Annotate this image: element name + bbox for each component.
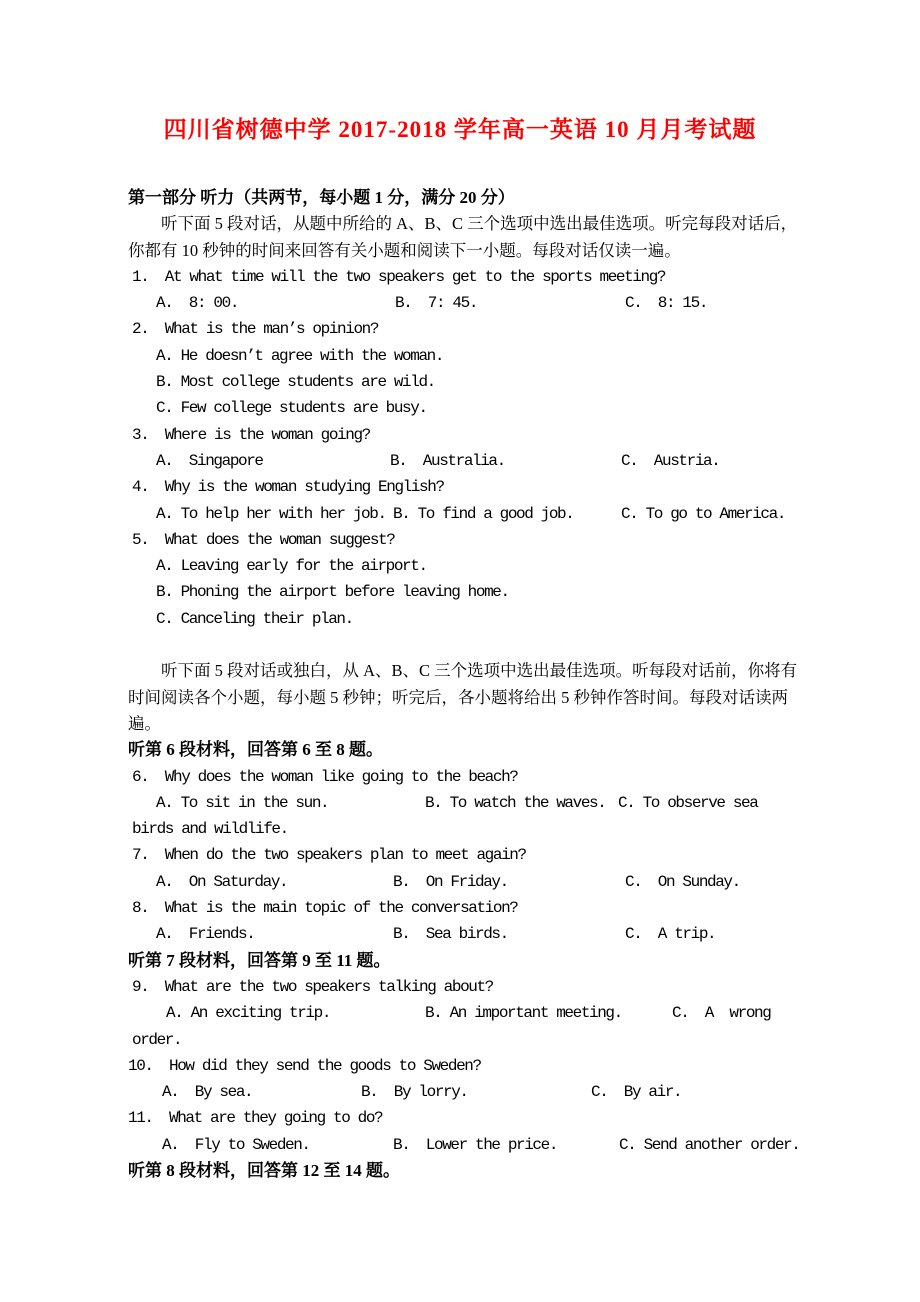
options-8 — [128, 921, 848, 947]
material-8-heading: 听第 8 段材料，回答第 12 至 14 题。 — [128, 1160, 400, 1180]
q8-option-c: C. A trip. — [625, 925, 716, 944]
options-4 — [128, 501, 848, 527]
section2-instructions-line1: 听下面 5 段对话或独白，从 A、B、C 三个选项中选出最佳选项。听每段对话前，你将有 — [161, 661, 798, 681]
q6-option-b: B. To watch the waves. — [425, 793, 606, 812]
q8-option-b: B. Sea birds. — [393, 925, 508, 944]
q9-option-c-continuation: order. — [132, 1030, 182, 1049]
question-10: 10. How did they send the goods to Sweden? — [128, 1056, 481, 1075]
question-8: 8. What is the main topic of the conversation? — [132, 899, 518, 918]
material-7-heading: 听第 7 段材料，回答第 9 至 11 题。 — [128, 950, 391, 970]
material-6-heading: 听第 6 段材料，回答第 6 至 8 题。 — [128, 740, 383, 760]
q2-option-a: A. He doesn’t agree with the woman. — [156, 346, 444, 365]
q2-option-b: B. Most college students are wild. — [156, 373, 435, 392]
options-6 — [128, 790, 848, 816]
q6-option-a: A. To sit in the sun. — [156, 793, 329, 812]
question-5: 5. What does the woman suggest? — [132, 530, 395, 549]
question-6: 6. Why does the woman like going to the beach? — [132, 767, 518, 786]
q11-option-b: B. Lower the price. — [393, 1135, 558, 1154]
q1-option-b: B. 7: 45. — [395, 294, 478, 313]
q7-option-b: B. On Friday. — [393, 872, 508, 891]
q2-option-c: C. Few college students are busy. — [156, 399, 427, 418]
part1-heading: 第一部分 听力（共两节，每小题 1 分，满分 20 分） — [128, 188, 515, 207]
q9-option-a: A. An exciting trip. — [166, 1004, 331, 1023]
q4-option-a: A. To help her with her job. — [156, 504, 386, 523]
options-2a — [128, 343, 848, 369]
options-7 — [128, 869, 848, 895]
question-1: 1. At what time will the two speakers get to the sports meeting? — [132, 267, 666, 286]
options-2c — [128, 395, 848, 421]
options-10 — [128, 1079, 848, 1105]
options-5c — [128, 606, 848, 632]
q8-option-a: A. Friends. — [156, 925, 255, 944]
q5-option-c: C. Canceling their plan. — [156, 609, 353, 628]
q7-option-a: A. On Saturday. — [156, 872, 288, 891]
q5-option-b: B. Phoning the airport before leaving home. — [156, 583, 509, 602]
options-5b — [128, 579, 848, 605]
q1-option-a: A. 8: 00. — [156, 294, 239, 313]
options-9 — [128, 1000, 848, 1026]
question-9: 9. What are the two speakers talking about? — [132, 977, 493, 996]
question-4: 4. Why is the woman studying English? — [132, 478, 444, 497]
section1-instructions-line1: 听下面 5 段对话，从题中所给的 A、B、C 三个选项中选出最佳选项。听完每段对话后， — [161, 214, 798, 234]
options-2b — [128, 369, 848, 395]
q6-option-c-continuation: birds and wildlife. — [132, 820, 288, 839]
options-3 — [128, 448, 848, 474]
q3-option-c: C. Austria. — [621, 451, 720, 470]
q4-option-c: C. To go to America. — [621, 504, 786, 523]
document-title: 四川省树德中学 2017-2018 学年高一英语 10 月月考试题 — [163, 117, 757, 142]
q11-option-a: A. Fly to Sweden. — [162, 1135, 310, 1154]
options-5a — [128, 553, 848, 579]
question-11: 11. What are they going to do? — [128, 1109, 383, 1128]
options-11 — [128, 1132, 848, 1158]
section2-instructions-line3: 遍。 — [128, 713, 161, 733]
question-7: 7. When do the two speakers plan to meet again? — [132, 846, 526, 865]
q10-option-c: C. By air. — [591, 1083, 682, 1102]
q3-option-b: B. Australia. — [390, 451, 505, 470]
q5-option-a: A. Leaving early for the airport. — [156, 557, 427, 576]
options-1 — [128, 290, 848, 316]
section2-instructions-line2: 时间阅读各个小题，每小题 5 秒钟；听完后，各小题将给出 5 秒钟作答时间。每段对话读两 — [128, 687, 788, 707]
q1-option-c: C. 8: 15. — [625, 294, 708, 313]
question-3: 3. Where is the woman going? — [132, 425, 370, 444]
question-2: 2. What is the man’s opinion? — [132, 320, 379, 339]
q6-option-c: C. To observe sea — [618, 793, 758, 812]
q11-option-c: C. Send another order. — [619, 1135, 800, 1154]
q10-option-a: A. By sea. — [162, 1083, 253, 1102]
blank-line — [128, 632, 848, 658]
q7-option-c: C. On Sunday. — [625, 872, 740, 891]
q10-option-b: B. By lorry. — [361, 1083, 468, 1102]
q9-option-c: C. A wrong — [672, 1004, 771, 1023]
q4-option-b: B. To find a good job. — [393, 504, 574, 523]
document-body — [128, 185, 848, 1184]
q3-option-a: A. Singapore — [156, 451, 263, 470]
section1-instructions-line2: 你都有 10 秒钟的时间来回答有关小题和阅读下一小题。每段对话仅读一遍。 — [128, 240, 681, 260]
q9-option-b: B. An important meeting. — [425, 1004, 622, 1023]
